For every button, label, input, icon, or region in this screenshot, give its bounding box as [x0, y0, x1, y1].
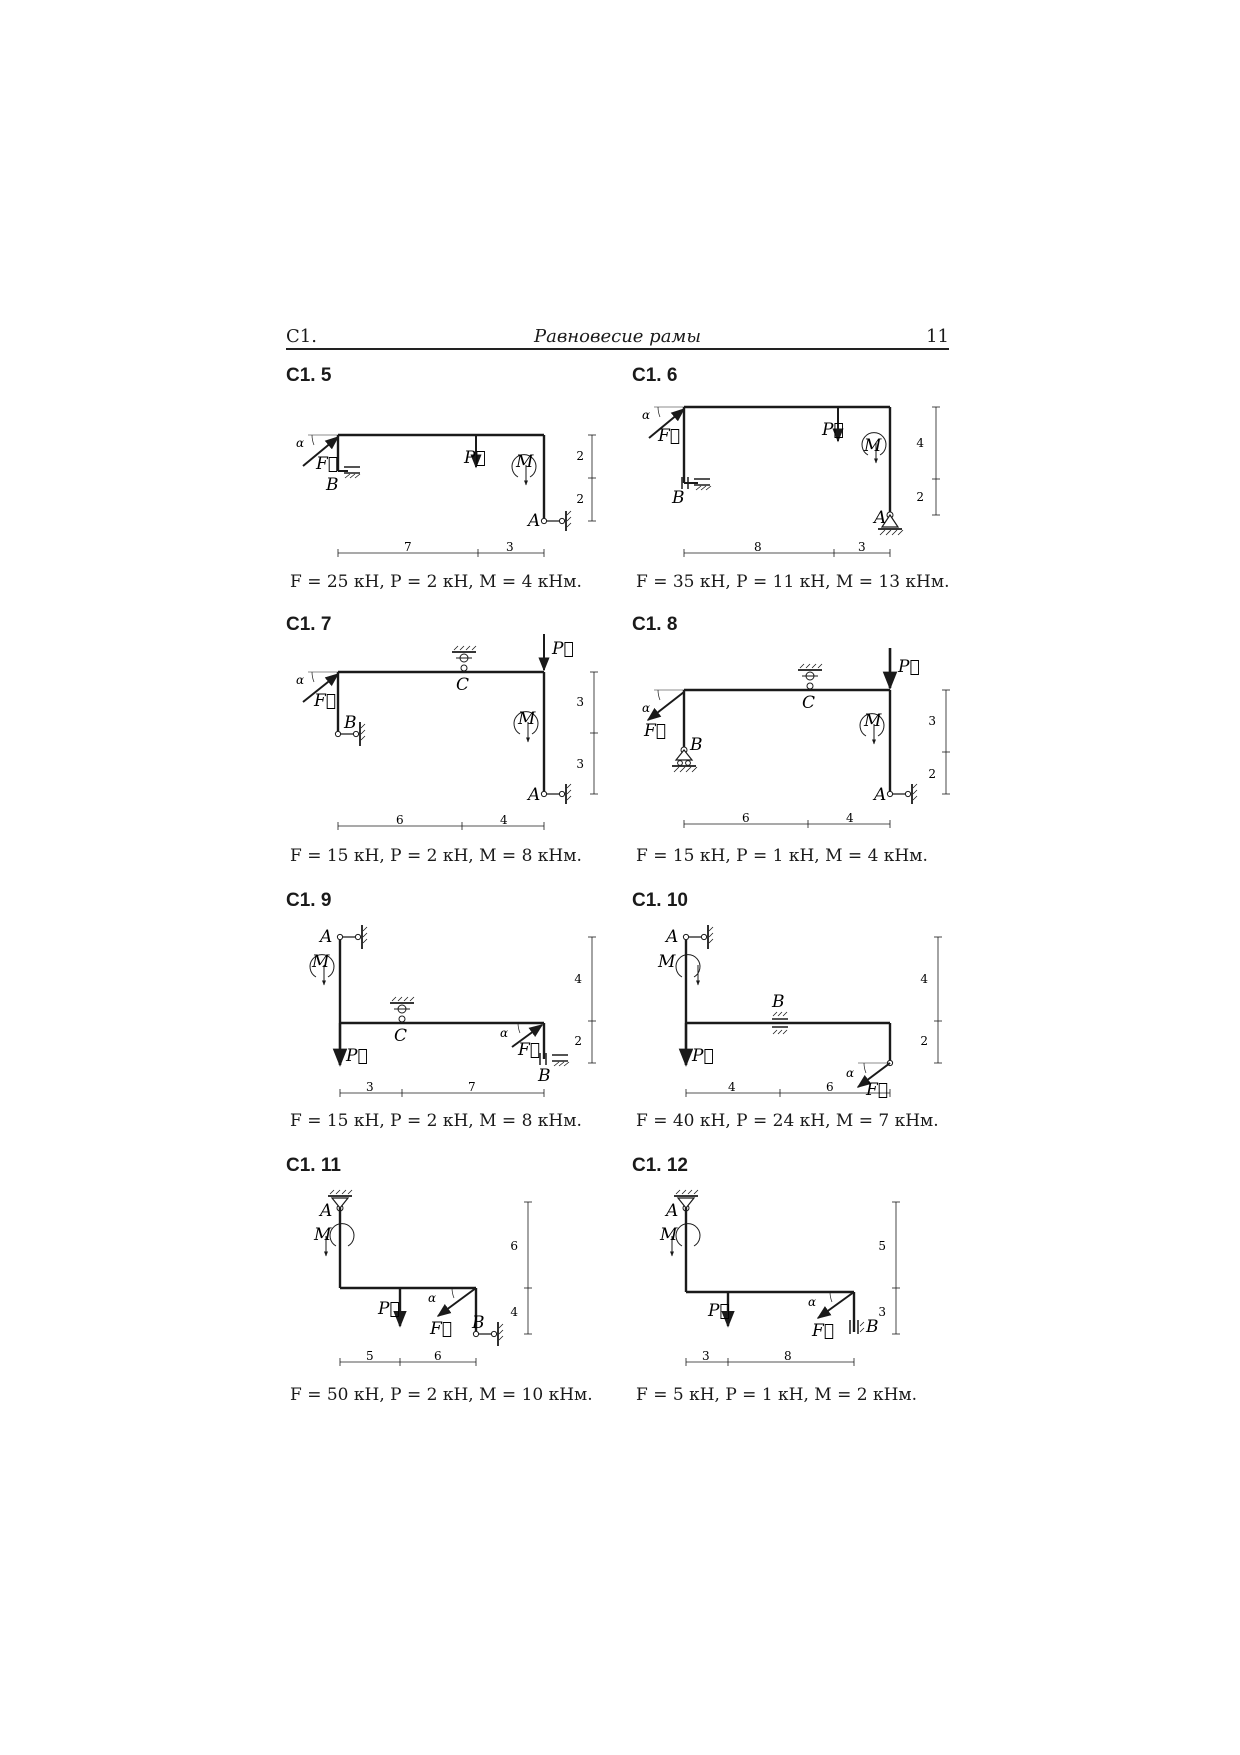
support-c-pin	[807, 683, 813, 689]
support-b-label: B	[538, 1066, 551, 1086]
support-a-label: A	[874, 508, 887, 528]
moment-m-label: M	[864, 711, 882, 731]
force-p-label: P⃗	[822, 420, 844, 440]
support-b-label: B	[344, 713, 357, 733]
dim-v1: 5	[878, 1239, 886, 1253]
support-c-label: C	[456, 675, 470, 695]
support-b-label: B	[690, 735, 703, 755]
dim-v1: 2	[576, 449, 584, 463]
dim-h1: 3	[366, 1080, 374, 1094]
dim-h1: 4	[728, 1080, 736, 1094]
dim-h2: 3	[858, 540, 866, 554]
dim-v1: 6	[510, 1239, 518, 1253]
dim-h1: 6	[396, 813, 404, 827]
support-b-label: B	[672, 488, 685, 508]
moment-m-label: M	[518, 709, 536, 729]
alpha-label: α	[808, 1295, 817, 1309]
force-p-label: P⃗	[378, 1299, 400, 1319]
force-p-label: P⃗	[708, 1301, 730, 1321]
running-title: Равновесие рамы	[533, 326, 702, 347]
force-f-arrow	[818, 1292, 854, 1318]
header-rule	[286, 348, 949, 350]
force-f-label: F⃗	[316, 454, 338, 474]
support-a-label: A	[666, 927, 679, 947]
frame-diagram-c1-6	[632, 395, 962, 565]
problem-params-c1-9: F = 15 кН, P = 2 кН, M = 8 кНм.	[290, 1111, 582, 1131]
support-c-pin	[461, 665, 467, 671]
support-c-pin	[399, 1016, 405, 1022]
problem-params-c1-8: F = 15 кН, P = 1 кН, M = 4 кНм.	[636, 846, 928, 866]
alpha-label: α	[500, 1026, 509, 1040]
alpha-label: α	[296, 673, 305, 687]
support-a-label: A	[528, 511, 541, 531]
dim-v1: 4	[916, 436, 924, 450]
alpha-label: α	[846, 1066, 855, 1080]
force-p-label: P⃗	[464, 448, 486, 468]
dim-v1: 4	[574, 972, 582, 986]
dim-v1: 3	[576, 695, 584, 709]
dim-h2: 4	[846, 811, 854, 825]
force-f-label: F⃗	[644, 721, 666, 741]
page-header	[286, 326, 949, 350]
support-b-label: B	[472, 1313, 485, 1333]
problem-title-c1-11: C1. 11	[286, 1155, 341, 1176]
problem-title-c1-6: C1. 6	[632, 365, 678, 386]
alpha-label: α	[642, 408, 651, 422]
problem-params-c1-11: F = 50 кН, P = 2 кН, M = 10 кНм.	[290, 1385, 593, 1405]
problem-title-c1-9: C1. 9	[286, 890, 332, 911]
dim-v2: 2	[920, 1034, 928, 1048]
force-p-label: P⃗	[692, 1046, 714, 1066]
support-a-label: A	[528, 785, 541, 805]
dim-h1: 8	[754, 540, 762, 554]
dim-h1: 3	[702, 1349, 710, 1363]
dim-v1: 3	[928, 714, 936, 728]
frame-diagram-c1-11	[286, 1180, 616, 1380]
moment-m-label: M	[658, 952, 676, 972]
support-a-label: A	[666, 1201, 679, 1221]
dim-v2: 3	[576, 757, 584, 771]
problem-params-c1-7: F = 15 кН, P = 2 кН, M = 8 кНм.	[290, 846, 582, 866]
frame-diagram-c1-9	[286, 915, 616, 1105]
force-f-label: F⃗	[866, 1080, 888, 1100]
moment-m-label: M	[516, 452, 534, 472]
dim-v1: 4	[920, 972, 928, 986]
problem-params-c1-5: F = 25 кН, P = 2 кН, M = 4 кНм.	[290, 572, 582, 592]
alpha-label: α	[642, 701, 651, 715]
alpha-label: α	[296, 436, 305, 450]
dim-h2: 8	[784, 1349, 792, 1363]
dim-h2: 3	[506, 540, 514, 554]
force-f-label: F⃗	[430, 1319, 452, 1339]
dim-v2: 2	[916, 490, 924, 504]
dim-v2: 2	[928, 767, 936, 781]
dim-v2: 3	[878, 1305, 886, 1319]
moment-m-label: M	[660, 1225, 678, 1245]
frame-diagram-c1-8	[632, 640, 962, 840]
dim-h2: 4	[500, 813, 508, 827]
force-p-label: P⃗	[552, 639, 574, 659]
support-c-label: C	[394, 1026, 408, 1046]
moment-m-label: M	[312, 952, 330, 972]
force-p-label: P⃗	[346, 1046, 368, 1066]
problem-title-c1-12: C1. 12	[632, 1155, 688, 1176]
frame-diagram-c1-10	[632, 915, 962, 1105]
alpha-label: α	[428, 1291, 437, 1305]
section-label: C1.	[286, 326, 317, 347]
force-f-arrow	[438, 1288, 476, 1316]
support-b-label: B	[866, 1317, 879, 1337]
page-number: 11	[926, 326, 949, 347]
problem-title-c1-5: C1. 5	[286, 365, 332, 386]
support-a-label: A	[320, 927, 333, 947]
frame-diagram-c1-12	[632, 1180, 962, 1380]
support-a-label: A	[874, 785, 887, 805]
dim-h1: 6	[742, 811, 750, 825]
dim-h2: 6	[434, 1349, 442, 1363]
moment-m-label: M	[314, 1225, 332, 1245]
problem-title-c1-8: C1. 8	[632, 614, 678, 635]
force-f-label: F⃗	[812, 1321, 834, 1341]
force-f-arrow	[648, 692, 684, 720]
support-c-label: C	[802, 693, 816, 713]
force-f-label: F⃗	[518, 1040, 540, 1060]
moment-m-label: M	[864, 436, 882, 456]
dim-h2: 7	[468, 1080, 476, 1094]
problem-title-c1-10: C1. 10	[632, 890, 688, 911]
dim-h2: 6	[826, 1080, 834, 1094]
problem-params-c1-10: F = 40 кН, P = 24 кН, M = 7 кНм.	[636, 1111, 939, 1131]
problem-params-c1-6: F = 35 кН, P = 11 кН, M = 13 кНм.	[636, 572, 950, 592]
problem-params-c1-12: F = 5 кН, P = 1 кН, M = 2 кНм.	[636, 1385, 918, 1405]
dim-v2: 2	[576, 492, 584, 506]
force-p-label: P⃗	[898, 657, 920, 677]
force-f-label: F⃗	[314, 691, 336, 711]
support-a-label: A	[320, 1201, 333, 1221]
dim-v2: 4	[510, 1305, 518, 1319]
support-b-label: B	[772, 992, 785, 1012]
support-b-label: B	[326, 475, 339, 495]
force-f-label: F⃗	[658, 426, 680, 446]
problem-title-c1-7: C1. 7	[286, 614, 332, 635]
frame-diagram-c1-5	[286, 395, 616, 565]
dim-v2: 2	[574, 1034, 582, 1048]
dim-h1: 5	[366, 1349, 374, 1363]
frame-diagram-c1-7	[286, 630, 616, 840]
dim-h1: 7	[404, 540, 412, 554]
